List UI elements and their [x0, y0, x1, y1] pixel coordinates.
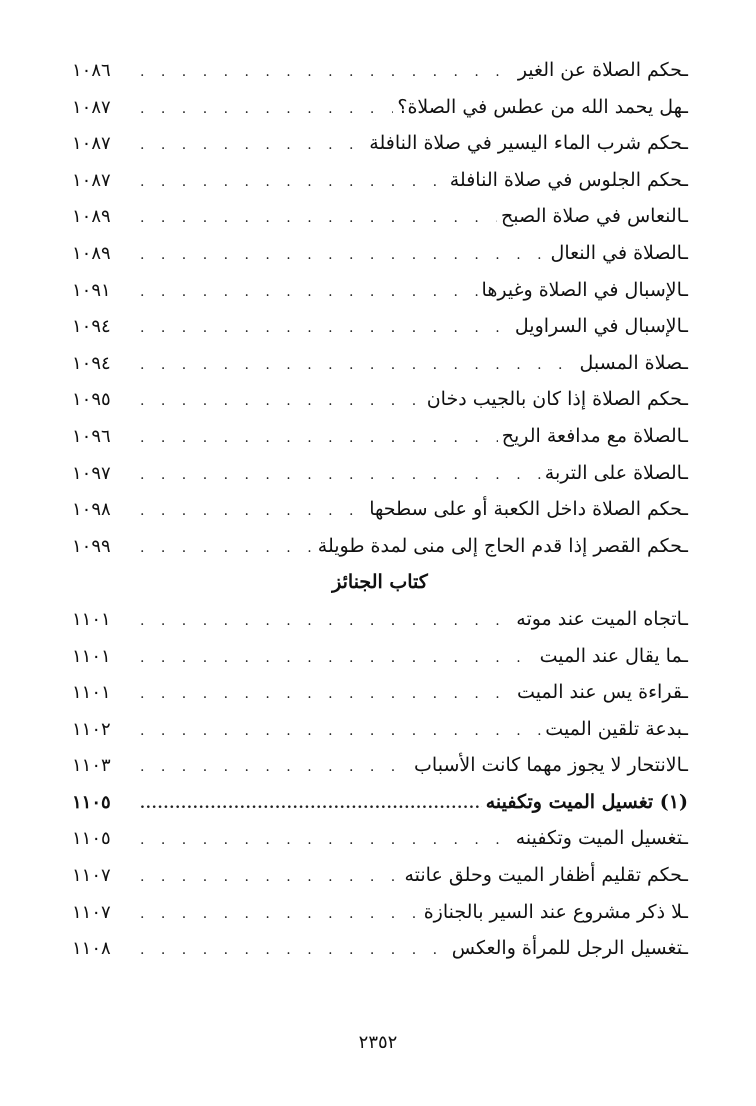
- dot-leader: [140, 896, 420, 933]
- toc-entry: [72, 491, 688, 528]
- dot-leader: [140, 749, 410, 786]
- entry-title: ـالصلاة في النعال: [550, 241, 688, 264]
- entry-page: ١٠٨٧: [72, 96, 111, 118]
- entry-page: ١٠٩٤: [72, 316, 111, 338]
- entry-page: ١١٠١: [72, 682, 111, 704]
- entry-page: ١٠٨٩: [72, 206, 111, 228]
- entry-title: ـحكم الصلاة داخل الكعبة أو على سطحها: [369, 498, 688, 521]
- entry-page: ١١٠٥: [72, 828, 111, 850]
- entry-title: ـالانتحار لا يجوز مهما كانت الأسباب: [414, 754, 688, 777]
- entry-page: ١٠٩٥: [72, 389, 111, 411]
- toc-entry: [72, 308, 688, 345]
- entry-page: ١٠٩١: [72, 279, 111, 301]
- dot-leader: [140, 457, 541, 494]
- toc-entry: [72, 820, 688, 857]
- toc-entry: [72, 747, 688, 784]
- entry-page: ١٠٩٩: [72, 535, 111, 557]
- toc-entry: [72, 162, 688, 199]
- entry-title: ـحكم تقليم أظفار الميت وحلق عانته: [404, 864, 688, 887]
- entry-page: ١٠٩٨: [72, 499, 111, 521]
- dot-leader: [140, 164, 446, 201]
- dot-leader: [140, 310, 511, 347]
- toc-entry: [72, 125, 688, 162]
- dot-leader: [140, 420, 498, 457]
- entry-title: ـالصلاة على التربة: [544, 461, 688, 484]
- toc-subsection: [72, 784, 688, 821]
- toc-entry: [72, 674, 688, 711]
- dot-leader: [140, 54, 514, 91]
- entry-page: ١٠٨٦: [72, 60, 111, 81]
- toc-entry: [72, 235, 688, 272]
- entry-title: ـصلاة المسبل: [579, 351, 688, 374]
- entry-title: ـالإسبال في السراويل: [514, 315, 688, 338]
- entry-title: ـما يقال عند الميت: [539, 644, 688, 667]
- dot-leader: [140, 200, 497, 237]
- entry-title: ـحكم الصلاة عن الغير: [517, 59, 688, 81]
- entry-title: ـبدعة تلقين الميت: [545, 717, 688, 740]
- dot-leader: [140, 274, 478, 311]
- entry-page: ١٠٨٧: [72, 169, 111, 191]
- entry-page: ١١٠٧: [72, 901, 111, 923]
- entry-page: ١١٠٧: [72, 865, 111, 887]
- dot-leader: [140, 237, 547, 274]
- table-of-contents: [72, 52, 688, 967]
- toc-entry: [72, 345, 688, 382]
- dot-leader: [140, 713, 541, 750]
- toc-entry: [72, 638, 688, 675]
- entry-page: ١١٠١: [72, 645, 111, 667]
- entry-title: ـاتجاه الميت عند موته: [516, 607, 688, 630]
- entry-title: ـالنعاس في صلاة الصبح: [500, 205, 688, 228]
- subsection-title: (١) تغسيل الميت وتكفينه: [485, 790, 688, 813]
- toc-entry: [72, 52, 688, 89]
- toc-entry: [72, 894, 688, 931]
- toc-entry: [72, 381, 688, 418]
- entry-title: ـتغسيل الرجل للمرأة والعكس: [451, 937, 688, 960]
- entry-page: ١١٠٣: [72, 755, 111, 777]
- entry-title: ـقراءة يس عند الميت: [517, 681, 688, 704]
- dot-leader: [140, 493, 365, 530]
- toc-entry: [72, 455, 688, 492]
- section-heading: كتاب الجنائز: [332, 571, 428, 594]
- entry-title: ـالإسبال في الصلاة وغيرها: [481, 278, 688, 301]
- entry-page: ١١٠١: [72, 608, 111, 630]
- dot-leader: [140, 640, 536, 677]
- entry-page: ١١٠٨: [72, 938, 111, 960]
- toc-entry: [72, 418, 688, 455]
- toc-entry: [72, 528, 688, 565]
- dot-leader: [140, 676, 513, 713]
- dot-leader: [140, 786, 482, 823]
- toc-entry: [72, 711, 688, 748]
- entry-page: ١١٠٢: [72, 718, 111, 740]
- subsection-page: ١١٠٥: [72, 791, 111, 813]
- toc-entry: [72, 89, 688, 126]
- entry-title: ـلا ذكر مشروع عند السير بالجنازة: [423, 900, 688, 923]
- dot-leader: [140, 603, 512, 640]
- dot-leader: [140, 91, 393, 128]
- entry-title: ـحكم شرب الماء اليسير في صلاة النافلة: [369, 132, 688, 155]
- dot-leader: [140, 347, 576, 384]
- dot-leader: [140, 530, 314, 567]
- dot-leader: [140, 822, 512, 859]
- toc-entry: [72, 601, 688, 638]
- entry-title: ـهل يحمد الله من عطس في الصلاة؟: [397, 95, 688, 118]
- toc-entry: [72, 930, 688, 967]
- entry-page: ١٠٩٤: [72, 352, 111, 374]
- toc-entry: [72, 198, 688, 235]
- entry-page: ١٠٩٦: [72, 425, 111, 447]
- dot-leader: [140, 932, 448, 969]
- entry-page: ١٠٨٩: [72, 242, 111, 264]
- dot-leader: [140, 859, 400, 896]
- entry-page: ١٠٩٧: [72, 462, 111, 484]
- toc-entry: [72, 857, 688, 894]
- entry-title: ـحكم الجلوس في صلاة النافلة: [449, 168, 688, 191]
- entry-title: ـحكم الصلاة إذا كان بالجيب دخان: [426, 388, 688, 411]
- entry-title: ـحكم القصر إذا قدم الحاج إلى منى لمدة طويلة: [317, 534, 688, 557]
- page-number: ٢٣٥٢: [358, 1032, 398, 1053]
- entry-title: ـالصلاة مع مدافعة الريح: [501, 424, 688, 447]
- dot-leader: [140, 127, 365, 164]
- entry-title: ـتغسيل الميت وتكفينه: [515, 827, 688, 850]
- dot-leader: [140, 383, 423, 420]
- entry-page: ١٠٨٧: [72, 133, 111, 155]
- toc-entry: [72, 272, 688, 309]
